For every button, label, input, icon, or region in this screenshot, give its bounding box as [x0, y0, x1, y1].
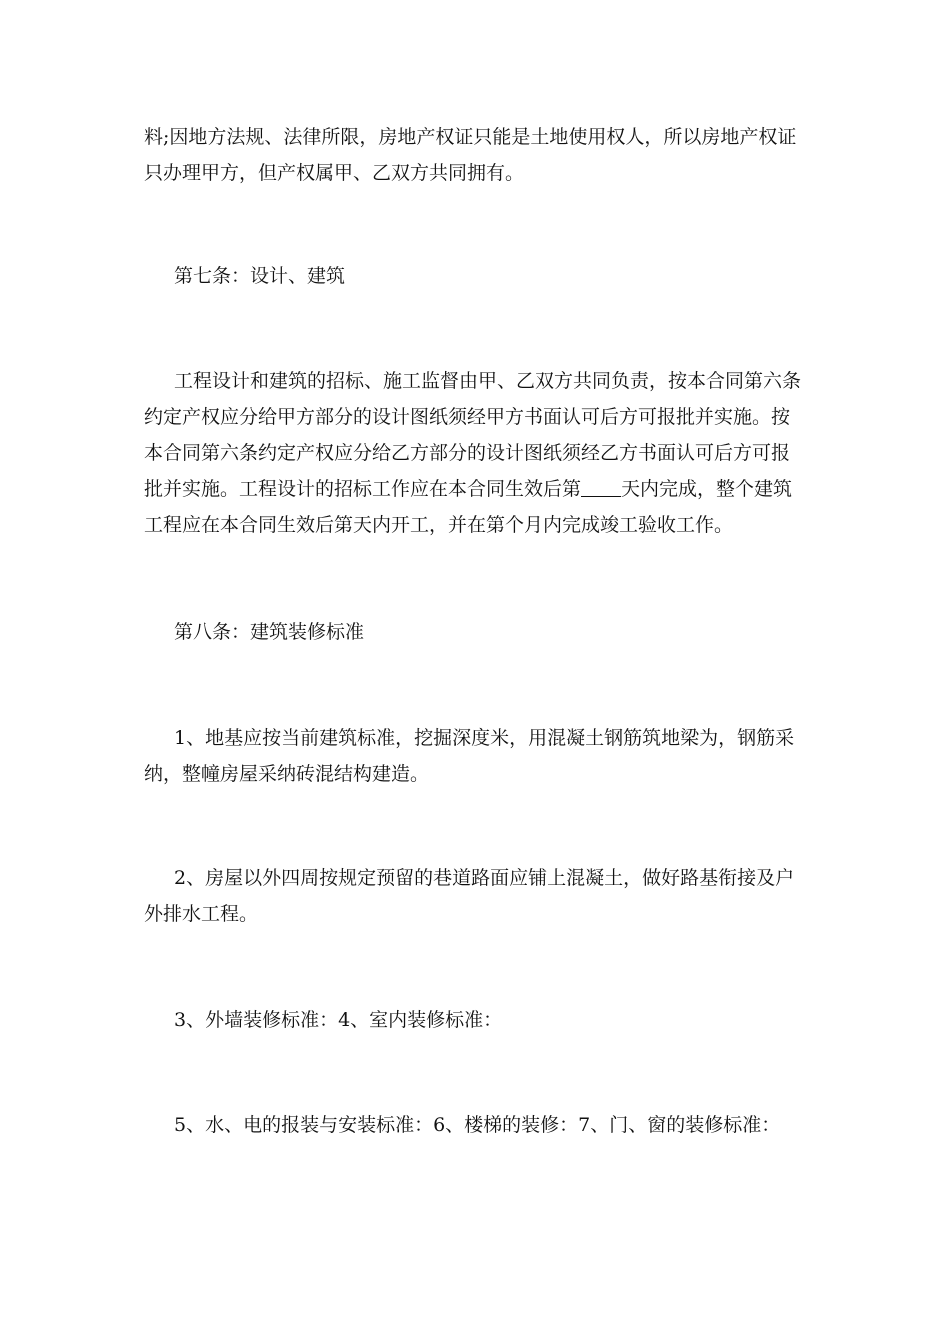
paragraph-design-construction	[144, 363, 814, 543]
fill-in-blank	[581, 478, 621, 497]
text-line: 工程设计和建筑的招标、施工监督由甲、乙双方共同负责，按本合同第六条	[174, 370, 802, 392]
text-line: 本合同第六条约定产权应分给乙方部分的设计图纸须经乙方书面认可后方可报	[144, 442, 791, 464]
text-line: 约定产权应分给甲方部分的设计图纸须经甲方书面认可后方可报批并实施。按	[144, 406, 791, 428]
list-items-3-4	[144, 1002, 814, 1038]
article-7-heading	[144, 258, 814, 294]
text-line: 只办理甲方，但产权属甲、乙双方共同拥有。	[144, 162, 525, 184]
list-item-2	[144, 860, 814, 932]
text-line: 5、水、电的报装与安装标准：6、楼梯的装修：7、门、窗的装修标准：	[174, 1114, 781, 1136]
text-line: 料;因地方法规、法律所限，房地产权证只能是土地使用权人，所以房地产权证	[144, 126, 797, 148]
text-line: 纳，整幢房屋采纳砖混结构建造。	[144, 763, 430, 785]
list-item-1	[144, 720, 814, 792]
text-line: 3、外墙装修标准：4、室内装修标准：	[174, 1009, 503, 1031]
heading-text: 第七条：设计、建筑	[174, 265, 346, 287]
text-segment: 天内完成，整个建筑	[621, 478, 793, 500]
text-line-with-blank	[144, 471, 814, 507]
article-8-heading	[144, 614, 814, 650]
text-line: 2、房屋以外四周按规定预留的巷道路面应铺上混凝土，做好路基衔接及户	[174, 867, 795, 889]
paragraph-property-rights	[144, 119, 814, 191]
text-line: 外排水工程。	[144, 903, 259, 925]
text-segment: 批并实施。工程设计的招标工作应在本合同生效后第	[144, 478, 582, 500]
text-line: 1、地基应按当前建筑标准，挖掘深度米，用混凝土钢筋筑地梁为，钢筋采	[174, 727, 795, 749]
heading-text: 第八条：建筑装修标准	[174, 621, 365, 643]
list-items-5-7	[144, 1107, 814, 1143]
text-line: 工程应在本合同生效后第天内开工，并在第个月内完成竣工验收工作。	[144, 514, 734, 536]
